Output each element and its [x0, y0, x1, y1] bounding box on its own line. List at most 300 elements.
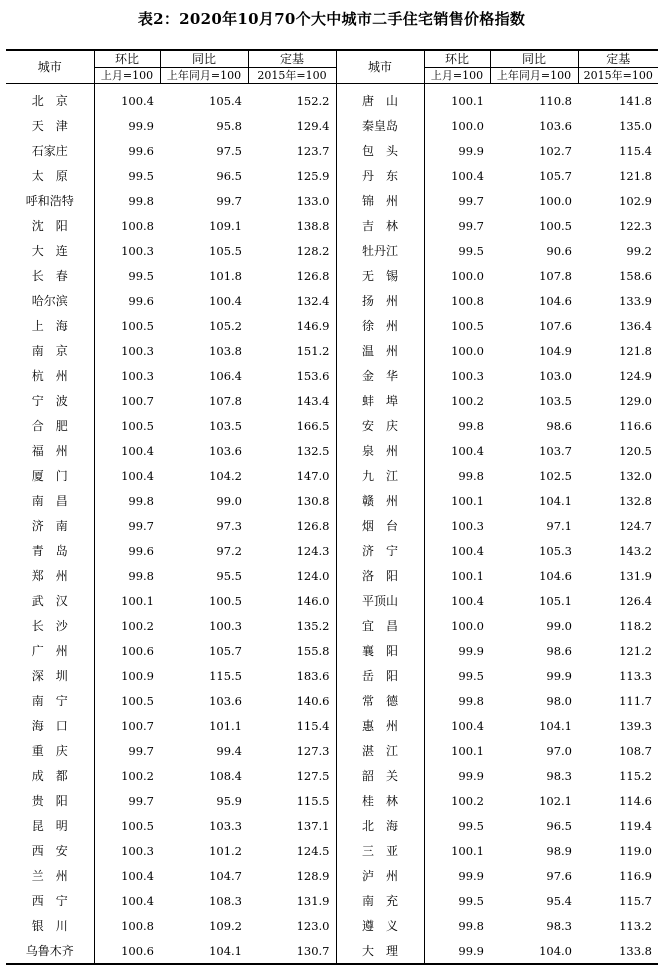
right-yoy-value-cell: 104.6 — [539, 293, 572, 308]
left-fixed-value-cell: 143.4 — [296, 393, 330, 408]
left-yoy-value-cell: 97.5 — [216, 143, 242, 158]
left-fixed-value-cell: 123.0 — [296, 918, 330, 933]
left-city-cell: 南 宁 — [31, 694, 68, 708]
right-fixed-value-cell: 121.8 — [619, 168, 652, 183]
right-city-cell: 南 充 — [336, 888, 424, 913]
left-yoy-value-cell: 104.7 — [209, 868, 242, 883]
table-row — [6, 413, 658, 438]
right-fixed-value-cell: 129.0 — [619, 393, 652, 408]
left-city-cell: 银 川 — [31, 919, 68, 933]
left-yoy-value-cell: 95.5 — [216, 568, 242, 583]
right-city-cell: 徐 州 — [336, 313, 424, 338]
right-mom-value-cell: 100.1 — [424, 563, 490, 588]
left-yoy-value-cell: 108.3 — [209, 893, 242, 908]
left-yoy-value-cell: 103.6 — [209, 443, 242, 458]
right-fixed-value-cell: 122.3 — [619, 218, 652, 233]
table-row — [6, 538, 658, 563]
table-row — [6, 288, 658, 313]
table-row — [6, 138, 658, 163]
right-yoy-value-cell: 97.6 — [546, 868, 572, 883]
right-yoy-value-cell: 103.0 — [539, 368, 572, 383]
left-city-cell: 兰 州 — [31, 869, 68, 883]
right-yoy-value-cell: 98.3 — [546, 768, 572, 783]
right-fixed-value-cell: 141.8 — [619, 93, 652, 108]
right-fixed-value-cell: 121.8 — [619, 343, 652, 358]
right-yoy-value-cell: 104.9 — [539, 343, 572, 358]
right-mom-value-cell: 99.5 — [424, 663, 490, 688]
left-fixed-value-cell: 123.7 — [296, 143, 330, 158]
left-yoy-value-cell: 104.2 — [209, 468, 242, 483]
right-fixed-value-cell: 111.7 — [619, 693, 652, 708]
header-fixed: 定基 — [578, 50, 658, 68]
left-fixed-value-cell: 140.6 — [296, 693, 330, 708]
right-fixed-value-cell: 126.4 — [619, 593, 652, 608]
right-yoy-value-cell: 102.5 — [539, 468, 572, 483]
right-mom-value-cell: 100.4 — [424, 588, 490, 613]
left-mom-value-cell: 100.4 — [94, 438, 160, 463]
left-city-cell: 石家庄 — [31, 144, 68, 158]
left-fixed-value-cell: 125.9 — [296, 168, 330, 183]
table-row — [6, 513, 658, 538]
right-fixed-value-cell: 113.3 — [619, 668, 652, 683]
left-city-cell: 大 连 — [31, 244, 68, 258]
table-row — [6, 788, 658, 813]
left-mom-value-cell: 100.5 — [94, 688, 160, 713]
right-yoy-value-cell: 103.6 — [539, 118, 572, 133]
right-mom-value-cell: 99.8 — [424, 688, 490, 713]
right-yoy-value-cell: 104.1 — [539, 493, 572, 508]
right-city-cell: 蚌 埠 — [336, 388, 424, 413]
right-mom-value-cell: 99.5 — [424, 238, 490, 263]
left-fixed-value-cell: 130.8 — [296, 493, 330, 508]
left-yoy-value-cell: 100.4 — [209, 293, 242, 308]
header-yoy-sub: 上年同月=100 — [490, 68, 578, 84]
header-mom: 环比 — [424, 50, 490, 68]
right-yoy-value-cell: 105.1 — [539, 593, 572, 608]
right-mom-value-cell: 100.5 — [424, 313, 490, 338]
right-mom-value-cell: 100.0 — [424, 263, 490, 288]
left-mom-value-cell: 100.6 — [94, 638, 160, 663]
right-fixed-value-cell: 115.4 — [619, 143, 652, 158]
table-row — [6, 338, 658, 363]
right-city-cell: 北 海 — [336, 813, 424, 838]
right-city-cell: 遵 义 — [336, 913, 424, 938]
right-city-cell: 韶 关 — [336, 763, 424, 788]
right-city-cell: 九 江 — [336, 463, 424, 488]
right-yoy-value-cell: 102.1 — [539, 793, 572, 808]
right-mom-value-cell: 99.9 — [424, 938, 490, 964]
right-mom-value-cell: 99.5 — [424, 813, 490, 838]
right-yoy-value-cell: 104.6 — [539, 568, 572, 583]
left-mom-value-cell: 100.3 — [94, 363, 160, 388]
table-row — [6, 913, 658, 938]
right-mom-value-cell: 100.3 — [424, 513, 490, 538]
left-yoy-value-cell: 107.8 — [209, 393, 242, 408]
table-body — [6, 84, 658, 965]
right-yoy-value-cell: 95.4 — [546, 893, 572, 908]
left-fixed-value-cell: 124.3 — [296, 543, 330, 558]
right-mom-value-cell: 99.8 — [424, 463, 490, 488]
table-row — [6, 813, 658, 838]
right-yoy-value-cell: 100.5 — [539, 218, 572, 233]
right-mom-value-cell: 99.9 — [424, 763, 490, 788]
right-yoy-value-cell: 105.7 — [539, 168, 572, 183]
left-city-cell: 南 京 — [31, 344, 68, 358]
right-city-cell: 泸 州 — [336, 863, 424, 888]
left-yoy-value-cell: 97.2 — [216, 543, 242, 558]
left-fixed-value-cell: 131.9 — [296, 893, 330, 908]
right-city-cell: 无 锡 — [336, 263, 424, 288]
left-mom-value-cell: 100.4 — [94, 463, 160, 488]
table-row — [6, 738, 658, 763]
right-yoy-value-cell: 103.7 — [539, 443, 572, 458]
table-row — [6, 863, 658, 888]
left-yoy-value-cell: 108.4 — [209, 768, 242, 783]
left-city-cell: 北 京 — [31, 94, 68, 108]
table-row — [6, 613, 658, 638]
left-fixed-value-cell: 128.2 — [296, 243, 330, 258]
left-yoy-value-cell: 105.2 — [209, 318, 242, 333]
table-row — [6, 113, 658, 138]
right-yoy-value-cell: 102.7 — [539, 143, 572, 158]
left-fixed-value-cell: 115.4 — [296, 718, 330, 733]
left-fixed-value-cell: 153.6 — [296, 368, 330, 383]
right-yoy-value-cell: 98.0 — [546, 693, 572, 708]
left-city-cell: 天 津 — [31, 119, 68, 133]
header-yoy: 同比 — [160, 50, 248, 68]
right-city-cell: 岳 阳 — [336, 663, 424, 688]
header-yoy: 同比 — [490, 50, 578, 68]
left-mom-value-cell: 100.4 — [94, 863, 160, 888]
right-mom-value-cell: 100.4 — [424, 163, 490, 188]
right-yoy-value-cell: 97.0 — [546, 743, 572, 758]
left-fixed-value-cell: 124.0 — [296, 568, 330, 583]
left-mom-value-cell: 99.8 — [94, 563, 160, 588]
right-yoy-value-cell: 97.1 — [546, 518, 572, 533]
right-mom-value-cell: 100.1 — [424, 838, 490, 863]
left-city-cell: 呼和浩特 — [25, 194, 74, 208]
right-mom-value-cell: 99.9 — [424, 138, 490, 163]
left-fixed-value-cell: 124.5 — [296, 843, 330, 858]
left-city-cell: 重 庆 — [31, 744, 68, 758]
left-yoy-value-cell: 99.0 — [216, 493, 242, 508]
right-mom-value-cell: 100.2 — [424, 388, 490, 413]
right-fixed-value-cell: 121.2 — [619, 643, 652, 658]
right-mom-value-cell: 100.1 — [424, 488, 490, 513]
right-city-cell: 惠 州 — [336, 713, 424, 738]
table-row — [6, 84, 658, 114]
left-mom-value-cell: 100.4 — [94, 888, 160, 913]
left-yoy-value-cell: 103.3 — [209, 818, 242, 833]
left-yoy-value-cell: 103.6 — [209, 693, 242, 708]
left-fixed-value-cell: 183.6 — [296, 668, 330, 683]
table-row — [6, 938, 658, 964]
left-mom-value-cell: 100.8 — [94, 913, 160, 938]
left-city-cell: 合 肥 — [31, 419, 68, 433]
left-mom-value-cell: 100.6 — [94, 938, 160, 964]
left-city-cell: 长 春 — [31, 269, 68, 283]
right-mom-value-cell: 99.8 — [424, 913, 490, 938]
left-mom-value-cell: 99.9 — [94, 113, 160, 138]
right-fixed-value-cell: 114.6 — [619, 793, 652, 808]
left-fixed-value-cell: 138.8 — [296, 218, 330, 233]
left-mom-value-cell: 99.5 — [94, 163, 160, 188]
left-yoy-value-cell: 100.5 — [209, 593, 242, 608]
right-mom-value-cell: 99.7 — [424, 213, 490, 238]
right-city-cell: 大 理 — [336, 938, 424, 964]
right-city-cell: 三 亚 — [336, 838, 424, 863]
left-yoy-value-cell: 100.3 — [209, 618, 242, 633]
right-fixed-value-cell: 108.7 — [619, 743, 652, 758]
left-city-cell: 海 口 — [31, 719, 68, 733]
right-fixed-value-cell: 135.0 — [619, 118, 652, 133]
right-city-cell: 唐 山 — [336, 84, 424, 114]
header-fixed-sub: 2015年=100 — [248, 68, 336, 84]
left-mom-value-cell: 99.8 — [94, 188, 160, 213]
table-row — [6, 213, 658, 238]
header-yoy-sub: 上年同月=100 — [160, 68, 248, 84]
left-fixed-value-cell: 127.3 — [296, 743, 330, 758]
left-mom-value-cell: 99.6 — [94, 138, 160, 163]
header-fixed-sub: 2015年=100 — [578, 68, 658, 84]
left-mom-value-cell: 100.5 — [94, 813, 160, 838]
right-fixed-value-cell: 131.9 — [619, 568, 652, 583]
right-mom-value-cell: 100.4 — [424, 713, 490, 738]
left-mom-value-cell: 100.7 — [94, 713, 160, 738]
table-row — [6, 313, 658, 338]
right-mom-value-cell: 99.5 — [424, 888, 490, 913]
left-fixed-value-cell: 152.2 — [296, 93, 330, 108]
price-index-table — [6, 49, 658, 965]
right-fixed-value-cell: 115.2 — [619, 768, 652, 783]
right-fixed-value-cell: 118.2 — [619, 618, 652, 633]
right-yoy-value-cell: 100.0 — [539, 193, 572, 208]
right-yoy-value-cell: 99.9 — [546, 668, 572, 683]
left-city-cell: 深 圳 — [31, 669, 68, 683]
left-city-cell: 成 都 — [31, 769, 68, 783]
table-row — [6, 488, 658, 513]
right-mom-value-cell: 100.2 — [424, 788, 490, 813]
left-city-cell: 西 安 — [31, 844, 68, 858]
left-mom-value-cell: 100.3 — [94, 838, 160, 863]
left-yoy-value-cell: 101.1 — [209, 718, 242, 733]
left-mom-value-cell: 99.7 — [94, 513, 160, 538]
left-yoy-value-cell: 109.1 — [209, 218, 242, 233]
page-title: 表2：2020年10月70个大中城市二手住宅销售价格指数 — [137, 10, 526, 28]
right-city-cell: 济 宁 — [336, 538, 424, 563]
left-city-cell: 宁 波 — [31, 394, 68, 408]
header-mom-sub: 上月=100 — [424, 68, 490, 84]
left-mom-value-cell: 100.9 — [94, 663, 160, 688]
right-city-cell: 湛 江 — [336, 738, 424, 763]
left-mom-value-cell: 99.6 — [94, 538, 160, 563]
left-yoy-value-cell: 105.4 — [209, 93, 242, 108]
left-mom-value-cell: 100.4 — [94, 84, 160, 114]
right-yoy-value-cell: 104.1 — [539, 718, 572, 733]
left-city-cell: 杭 州 — [31, 369, 68, 383]
left-city-cell: 上 海 — [31, 319, 68, 333]
header-city: 城市 — [336, 50, 424, 84]
left-city-cell: 南 昌 — [31, 494, 68, 508]
right-yoy-value-cell: 103.5 — [539, 393, 572, 408]
table-row — [6, 388, 658, 413]
left-mom-value-cell: 99.5 — [94, 263, 160, 288]
right-fixed-value-cell: 139.3 — [619, 718, 652, 733]
table-row — [6, 888, 658, 913]
left-yoy-value-cell: 115.5 — [209, 668, 242, 683]
right-city-cell: 吉 林 — [336, 213, 424, 238]
left-mom-value-cell: 100.2 — [94, 763, 160, 788]
left-fixed-value-cell: 137.1 — [296, 818, 330, 833]
right-fixed-value-cell: 132.0 — [619, 468, 652, 483]
left-city-cell: 济 南 — [31, 519, 68, 533]
right-city-cell: 温 州 — [336, 338, 424, 363]
left-mom-value-cell: 100.3 — [94, 338, 160, 363]
left-fixed-value-cell: 146.9 — [296, 318, 330, 333]
left-city-cell: 沈 阳 — [31, 219, 68, 233]
left-mom-value-cell: 100.5 — [94, 313, 160, 338]
right-yoy-value-cell: 110.8 — [539, 93, 572, 108]
header-fixed: 定基 — [248, 50, 336, 68]
right-fixed-value-cell: 143.2 — [619, 543, 652, 558]
right-city-cell: 金 华 — [336, 363, 424, 388]
left-city-cell: 西 宁 — [31, 894, 68, 908]
right-mom-value-cell: 100.1 — [424, 84, 490, 114]
right-city-cell: 锦 州 — [336, 188, 424, 213]
left-mom-value-cell: 99.7 — [94, 738, 160, 763]
table-row — [6, 163, 658, 188]
header-mom-sub: 上月=100 — [94, 68, 160, 84]
right-mom-value-cell: 100.8 — [424, 288, 490, 313]
left-yoy-value-cell: 95.9 — [216, 793, 242, 808]
left-mom-value-cell: 100.5 — [94, 413, 160, 438]
left-yoy-value-cell: 105.7 — [209, 643, 242, 658]
left-fixed-value-cell: 129.4 — [296, 118, 330, 133]
left-city-cell: 厦 门 — [31, 469, 68, 483]
right-city-cell: 烟 台 — [336, 513, 424, 538]
left-city-cell: 郑 州 — [31, 569, 68, 583]
left-fixed-value-cell: 132.5 — [296, 443, 330, 458]
right-mom-value-cell: 99.9 — [424, 638, 490, 663]
table-row — [6, 838, 658, 863]
right-city-cell: 包 头 — [336, 138, 424, 163]
left-city-cell: 太 原 — [31, 169, 68, 183]
table-row — [6, 463, 658, 488]
right-mom-value-cell: 99.7 — [424, 188, 490, 213]
left-city-cell: 乌鲁木齐 — [25, 944, 74, 958]
left-mom-value-cell: 100.8 — [94, 213, 160, 238]
right-fixed-value-cell: 133.8 — [619, 943, 652, 958]
table-header — [6, 50, 658, 84]
right-city-cell: 洛 阳 — [336, 563, 424, 588]
right-city-cell: 安 庆 — [336, 413, 424, 438]
left-mom-value-cell: 100.1 — [94, 588, 160, 613]
right-fixed-value-cell: 124.7 — [619, 518, 652, 533]
left-yoy-value-cell: 106.4 — [209, 368, 242, 383]
right-fixed-value-cell: 119.0 — [619, 843, 652, 858]
left-fixed-value-cell: 128.9 — [296, 868, 330, 883]
table-row — [6, 238, 658, 263]
left-fixed-value-cell: 151.2 — [296, 343, 330, 358]
right-yoy-value-cell: 98.6 — [546, 643, 572, 658]
right-fixed-value-cell: 132.8 — [619, 493, 652, 508]
left-fixed-value-cell: 127.5 — [296, 768, 330, 783]
right-yoy-value-cell: 107.8 — [539, 268, 572, 283]
right-city-cell: 丹 东 — [336, 163, 424, 188]
right-city-cell: 宜 昌 — [336, 613, 424, 638]
left-yoy-value-cell: 101.2 — [209, 843, 242, 858]
right-city-cell: 平顶山 — [336, 588, 424, 613]
table-row — [6, 663, 658, 688]
right-fixed-value-cell: 115.7 — [619, 893, 652, 908]
left-mom-value-cell: 100.7 — [94, 388, 160, 413]
right-fixed-value-cell: 116.6 — [619, 418, 652, 433]
left-yoy-value-cell: 103.8 — [209, 343, 242, 358]
table-row — [6, 563, 658, 588]
table-row — [6, 713, 658, 738]
left-yoy-value-cell: 99.4 — [216, 743, 242, 758]
right-yoy-value-cell: 98.9 — [546, 843, 572, 858]
left-yoy-value-cell: 109.2 — [209, 918, 242, 933]
left-city-cell: 青 岛 — [31, 544, 68, 558]
table-row — [6, 438, 658, 463]
left-fixed-value-cell: 130.7 — [296, 943, 330, 958]
right-yoy-value-cell: 99.0 — [546, 618, 572, 633]
right-fixed-value-cell: 133.9 — [619, 293, 652, 308]
left-mom-value-cell: 99.6 — [94, 288, 160, 313]
right-mom-value-cell: 99.8 — [424, 413, 490, 438]
left-mom-value-cell: 100.2 — [94, 613, 160, 638]
left-city-cell: 贵 阳 — [31, 794, 68, 808]
left-city-cell: 广 州 — [31, 644, 68, 658]
left-fixed-value-cell: 166.5 — [296, 418, 330, 433]
right-fixed-value-cell: 158.6 — [619, 268, 652, 283]
right-fixed-value-cell: 102.9 — [619, 193, 652, 208]
left-fixed-value-cell: 115.5 — [296, 793, 330, 808]
left-city-cell: 哈尔滨 — [31, 294, 68, 308]
left-yoy-value-cell: 104.1 — [209, 943, 242, 958]
left-mom-value-cell: 99.8 — [94, 488, 160, 513]
left-yoy-value-cell: 103.5 — [209, 418, 242, 433]
left-fixed-value-cell: 132.4 — [296, 293, 330, 308]
left-city-cell: 福 州 — [31, 444, 68, 458]
left-mom-value-cell: 99.7 — [94, 788, 160, 813]
right-fixed-value-cell: 136.4 — [619, 318, 652, 333]
left-yoy-value-cell: 95.8 — [216, 118, 242, 133]
right-yoy-value-cell: 90.6 — [546, 243, 572, 258]
right-city-cell: 牡丹江 — [336, 238, 424, 263]
left-fixed-value-cell: 146.0 — [296, 593, 330, 608]
right-yoy-value-cell: 98.3 — [546, 918, 572, 933]
right-city-cell: 常 德 — [336, 688, 424, 713]
right-city-cell: 扬 州 — [336, 288, 424, 313]
left-fixed-value-cell: 155.8 — [296, 643, 330, 658]
left-yoy-value-cell: 96.5 — [216, 168, 242, 183]
table-row — [6, 688, 658, 713]
header-city: 城市 — [6, 50, 94, 84]
right-yoy-value-cell: 96.5 — [546, 818, 572, 833]
header-mom: 环比 — [94, 50, 160, 68]
right-city-cell: 泉 州 — [336, 438, 424, 463]
left-fixed-value-cell: 126.8 — [296, 268, 330, 283]
left-city-cell: 武 汉 — [31, 594, 68, 608]
right-fixed-value-cell: 119.4 — [619, 818, 652, 833]
right-mom-value-cell: 100.1 — [424, 738, 490, 763]
right-mom-value-cell: 100.4 — [424, 538, 490, 563]
right-mom-value-cell: 100.3 — [424, 363, 490, 388]
right-yoy-value-cell: 107.6 — [539, 318, 572, 333]
left-city-cell: 长 沙 — [31, 619, 68, 633]
